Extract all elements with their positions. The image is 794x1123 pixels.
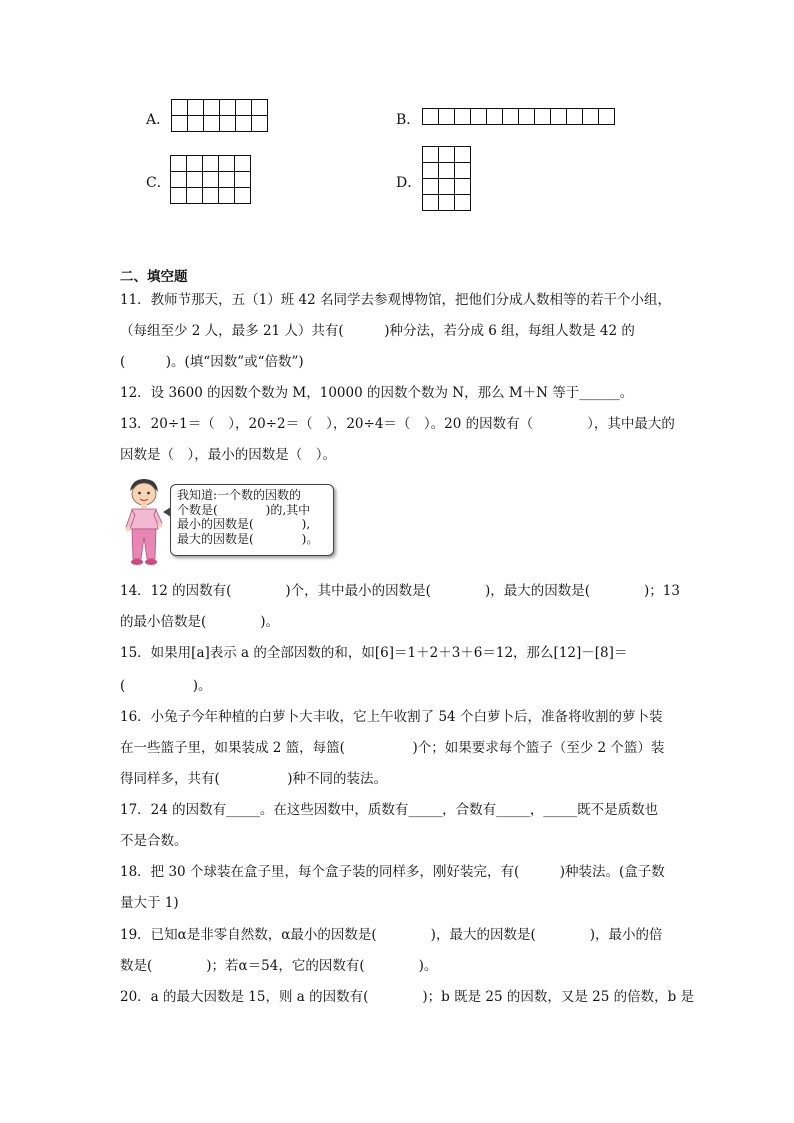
option-b-label: B． (396, 112, 421, 128)
q16-line-2: 在一些篮子里，如果装成 2 篮，每篮( )个；如果要求每个篮子（至少 2 个篮）装 (120, 740, 665, 756)
speech-line-2: 个数是( )的,其中 (177, 502, 311, 517)
q11-line-1: 11．教师节那天，五（1）班 42 名同学去参观博物馆，把他们分成人数相等的若干个小组， (120, 292, 672, 308)
q11-line-3: ( )。(填“因数”或“倍数”) (120, 354, 304, 370)
boy-illustration (120, 477, 168, 567)
option-d-grid (422, 146, 471, 211)
q15-line-1: 15．如果用[a]表示 a 的全部因数的和，如[6]＝1＋2＋3＋6＝12，那么[12]－[8]＝ (120, 645, 628, 661)
q16-line-1: 16．小兔子今年种植的白萝卜大丰收，它上午收割了 54 个白萝卜后，准备将收割的萝卜装 (120, 709, 663, 725)
option-c-label: C． (146, 175, 171, 191)
option-c-grid (170, 155, 251, 204)
speech-line-1: 我知道:一个数的因数的 (177, 488, 302, 502)
q18-line-2: 量大于 1) (120, 895, 179, 911)
q17-line-1: 17．24 的因数有_____。在这些因数中，质数有_____，合数有_____，_____既不是质数也 (120, 802, 659, 818)
section-title: 二、填空题 (120, 269, 188, 285)
speech-line-4: 最大的因数是( )。 (177, 531, 319, 546)
speech-bubble (170, 484, 334, 556)
q19-line-2: 数是( )；若α＝54，它的因数有( )。 (120, 958, 438, 974)
option-a-label: A． (146, 112, 171, 128)
q12-line-1: 12．设 3600 的因数个数为 M，10000 的因数个数为 N，那么 M＋N 等于______。 (120, 385, 634, 401)
q11-line-2: （每组至少 2 人，最多 21 人）共有( )种分法，若分成 6 组，每组人数是 42 的 (120, 323, 635, 339)
q19-line-1: 19．已知α是非零自然数，α最小的因数是( )，最大的因数是( )，最小的倍 (120, 927, 663, 943)
q20-line-1: 20．a 的最大因数是 15，则 a 的因数有( )；b 既是 25 的因数，又是 25 的倍数，b 是 (120, 989, 695, 1005)
q14-line-2: 的最小倍数是( )。 (120, 614, 280, 630)
option-b-grid (422, 108, 615, 125)
speech-line-3: 最小的因数是( ), (177, 517, 311, 531)
option-a-grid (171, 99, 268, 132)
q17-line-2: 不是合数。 (120, 833, 188, 849)
q13-line-2: 因数是（ ），最小的因数是（ ）。 (120, 447, 336, 463)
q18-line-1: 18．把 30 个球装在盒子里，每个盒子装的同样多，刚好装完，有( )种装法。(盒子数 (120, 864, 665, 880)
q15-line-2: ( )。 (120, 678, 212, 694)
q13-line-1: 13．20÷1＝（ ），20÷2＝（ ），20÷4＝（ ）。20 的因数有（ ），其中最大的 (120, 416, 675, 432)
q16-line-3: 得同样多，共有( )种不同的装法。 (120, 771, 388, 787)
q14-line-1: 14．12 的因数有( )个，其中最小的因数是( )，最大的因数是( )；13 (120, 583, 680, 599)
option-d-label: D． (396, 175, 422, 191)
